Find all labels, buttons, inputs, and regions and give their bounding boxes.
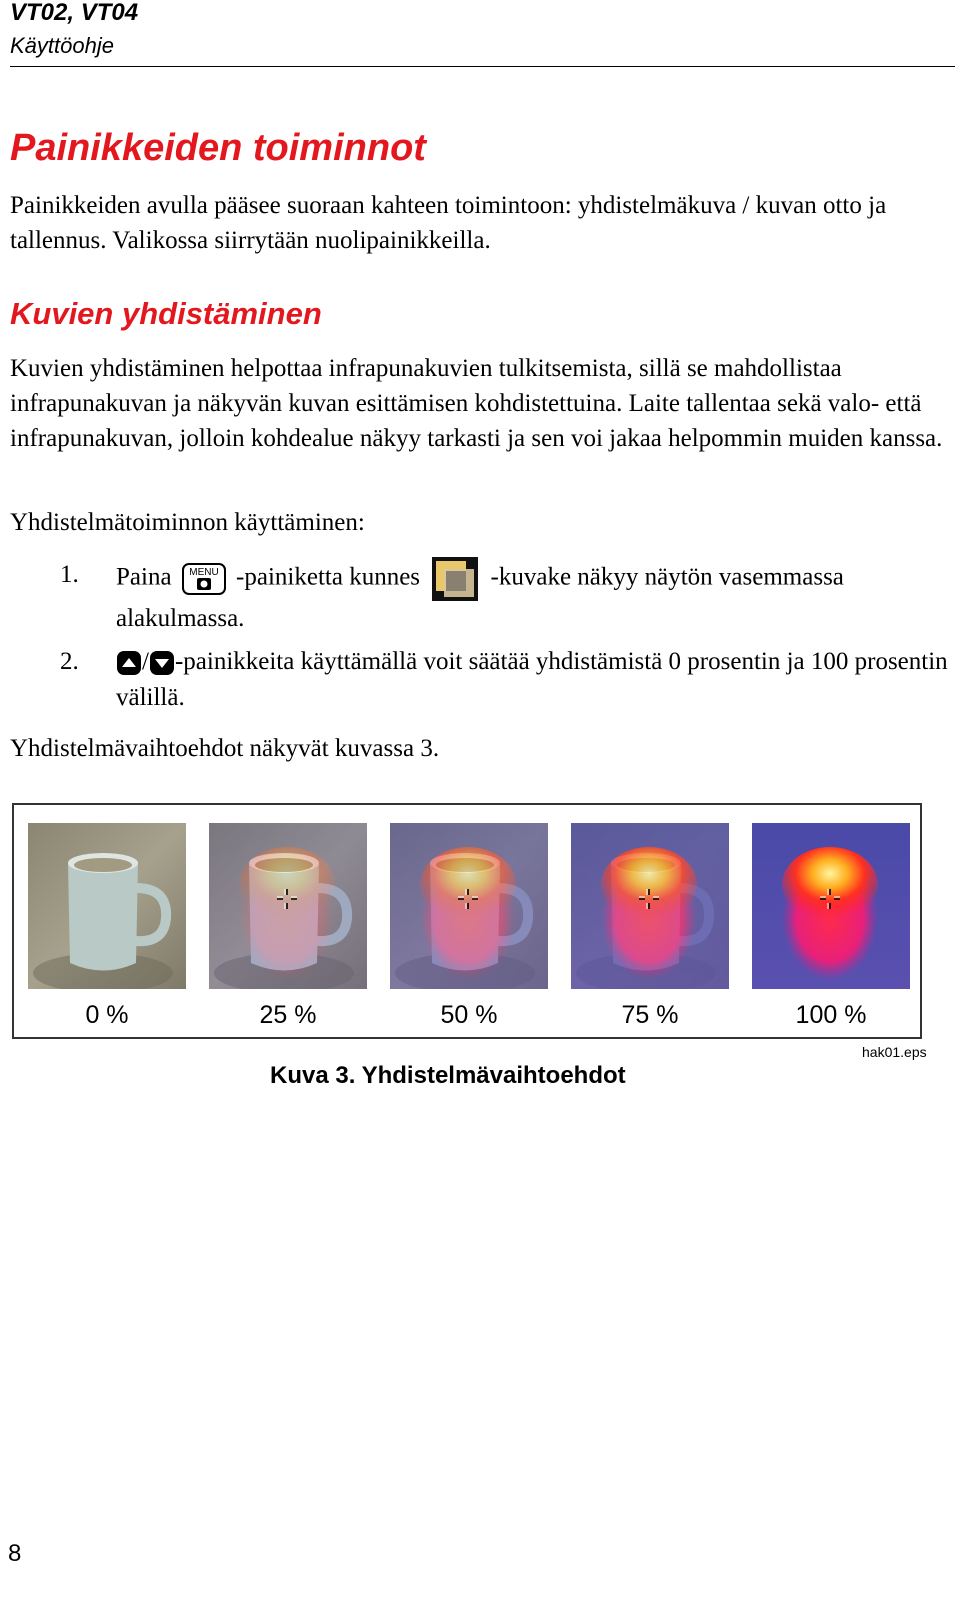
step-body: [116, 644, 960, 716]
blend-options-figure: [12, 803, 922, 1039]
page-number: 8: [8, 1540, 22, 1567]
blend-image: [390, 823, 548, 989]
blend-options-note: Yhdistelmävaihtoehdot näkyvät kuvassa 3.: [10, 735, 440, 762]
up-arrow-icon: [116, 650, 142, 676]
blend-image: [209, 823, 367, 989]
blend-level-label: 0 %: [85, 1001, 129, 1029]
step-text-mid: -painiketta kunnes: [236, 563, 421, 591]
step-number: 1.: [60, 561, 79, 588]
blend-level-label: 75 %: [621, 1001, 679, 1029]
step-text-pre: Paina: [116, 563, 172, 591]
blend-thumbnail: [752, 823, 910, 989]
step-text: -painikkeita käyttämällä voit säätää yhdistämistä 0 prosentin ja 100 prosentin välillä.: [116, 648, 948, 711]
product-model: VT02, VT04: [10, 0, 139, 26]
blend-thumbnail: [209, 823, 367, 989]
blend-image: [752, 823, 910, 989]
page-header: [10, 0, 955, 67]
menu-button-icon: [182, 563, 226, 595]
menu-icon-text: MENU: [189, 567, 219, 578]
blend-image: [571, 823, 729, 989]
blend-thumbnail: [28, 823, 186, 989]
blend-level-label: 100 %: [795, 1001, 867, 1029]
section-heading-image-blending: Kuvien yhdistäminen: [10, 296, 322, 331]
button-functions-text: Painikkeiden avulla pääsee suoraan kahteen toimintoon: yhdistelmäkuva / kuvan otto ja tallennus. Valikossa siirrytään nuolipainikkeilla.: [10, 192, 887, 254]
step-number: 2.: [60, 648, 79, 675]
blend-level-label: 50 %: [440, 1001, 498, 1029]
blend-image: [28, 823, 186, 989]
blend-mode-icon: [432, 557, 478, 601]
blend-thumbnail: [390, 823, 548, 989]
blend-thumbnail: [571, 823, 729, 989]
blend-level-label: 25 %: [259, 1001, 317, 1029]
step-text-post: -kuvake näkyy näytön vasemmassa alakulmassa.: [116, 563, 844, 632]
manual-title: Käyttöohje: [10, 33, 114, 58]
down-arrow-icon: [149, 650, 175, 676]
section-heading-button-functions: Painikkeiden toiminnot: [10, 127, 426, 169]
blend-usage-intro: Yhdistelmätoiminnon käyttäminen:: [10, 509, 365, 536]
step-body: [116, 557, 960, 637]
figure-file-id: hak01.eps: [862, 1044, 927, 1060]
figure-caption: Kuva 3. Yhdistelmävaihtoehdot: [270, 1062, 626, 1089]
image-blending-text: Kuvien yhdistäminen helpottaa infrapunakuvien tulkitsemista, sillä se mahdollistaa infrapunakuvan ja näkyvän kuvan esittämisen kohdistettuina. Laite tallentaa sekä valo- että infrapunakuvan, jolloin kohdealue näkyy tarkasti ja sen voi jakaa helpommin muiden kanssa.: [10, 355, 943, 452]
arrow-separator: /: [142, 648, 149, 675]
